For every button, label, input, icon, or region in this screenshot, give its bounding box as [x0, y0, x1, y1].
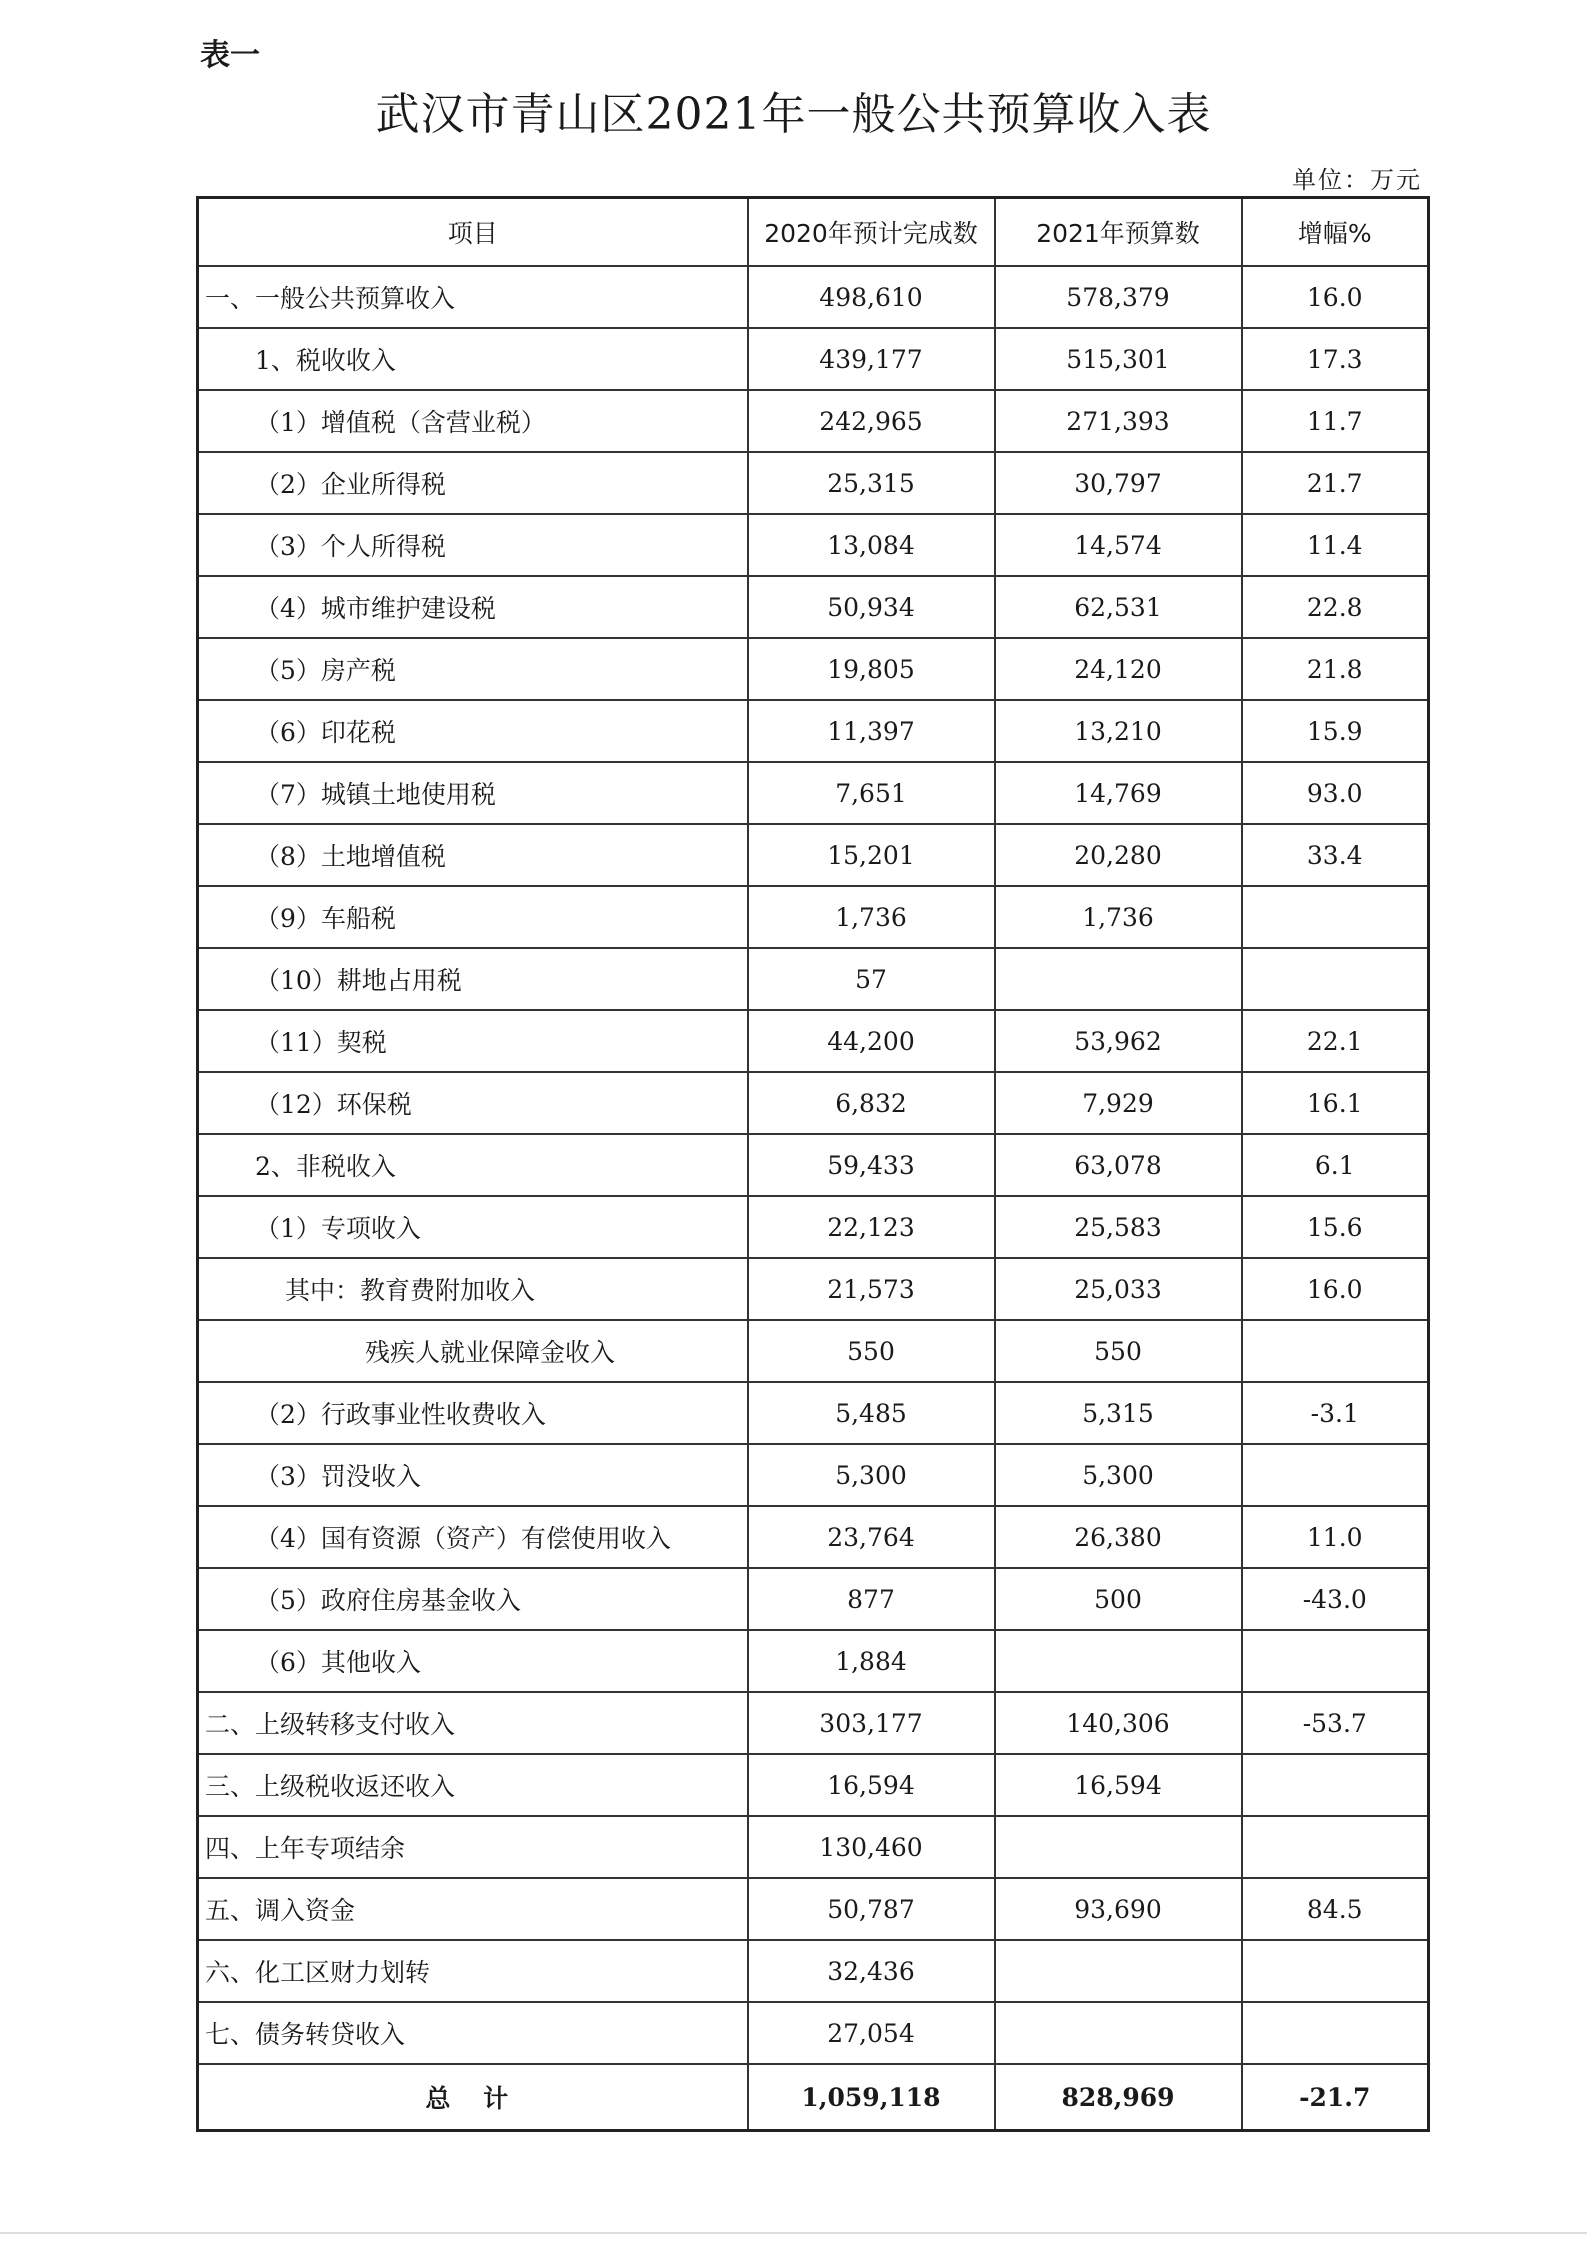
- row-growth-value: [1242, 1754, 1429, 1816]
- row-2020-value: 6,832: [748, 1072, 995, 1134]
- row-2021-value: 53,962: [995, 1010, 1242, 1072]
- row-2020-value: 15,201: [748, 824, 995, 886]
- row-2021-value: 5,315: [995, 1382, 1242, 1444]
- row-item: （5）房产税: [198, 638, 748, 700]
- total-2021-value: 828,969: [995, 2064, 1242, 2131]
- header-growth: 增幅%: [1242, 198, 1429, 267]
- table-row: [198, 266, 1429, 328]
- row-growth-value: 15.6: [1242, 1196, 1429, 1258]
- row-2021-value: 14,574: [995, 514, 1242, 576]
- row-2021-value: 1,736: [995, 886, 1242, 948]
- row-growth-value: 15.9: [1242, 700, 1429, 762]
- table-row: [198, 1258, 1429, 1320]
- row-item: 1、税收收入: [198, 328, 748, 390]
- row-2021-value: 578,379: [995, 266, 1242, 328]
- row-2021-value: 25,583: [995, 1196, 1242, 1258]
- row-item: （1）增值税（含营业税）: [198, 390, 748, 452]
- table-row: [198, 328, 1429, 390]
- budget-table: [196, 196, 1430, 2132]
- row-2020-value: 550: [748, 1320, 995, 1382]
- table-row: [198, 1692, 1429, 1754]
- row-2021-value: [995, 1940, 1242, 2002]
- row-2020-value: 1,884: [748, 1630, 995, 1692]
- total-row: [198, 2064, 1429, 2131]
- table-row: [198, 1134, 1429, 1196]
- row-2021-value: [995, 948, 1242, 1010]
- table-row: [198, 1010, 1429, 1072]
- row-2020-value: 27,054: [748, 2002, 995, 2064]
- table-row: [198, 1754, 1429, 1816]
- row-2020-value: 57: [748, 948, 995, 1010]
- row-growth-value: -53.7: [1242, 1692, 1429, 1754]
- row-item: （3）个人所得税: [198, 514, 748, 576]
- row-2021-value: 30,797: [995, 452, 1242, 514]
- row-item: 2、非税收入: [198, 1134, 748, 1196]
- row-2020-value: 50,787: [748, 1878, 995, 1940]
- table-row: [198, 1816, 1429, 1878]
- row-2021-value: 63,078: [995, 1134, 1242, 1196]
- row-growth-value: [1242, 2002, 1429, 2064]
- row-growth-value: 21.8: [1242, 638, 1429, 700]
- row-2020-value: 5,300: [748, 1444, 995, 1506]
- row-item: （12）环保税: [198, 1072, 748, 1134]
- row-item: （11）契税: [198, 1010, 748, 1072]
- table-row: [198, 1320, 1429, 1382]
- total-2020-value: 1,059,118: [748, 2064, 995, 2131]
- row-item: （4）国有资源（资产）有偿使用收入: [198, 1506, 748, 1568]
- row-2021-value: 14,769: [995, 762, 1242, 824]
- table-row: [198, 1568, 1429, 1630]
- row-growth-value: [1242, 1630, 1429, 1692]
- row-2020-value: 44,200: [748, 1010, 995, 1072]
- table-row: [198, 824, 1429, 886]
- page-title: 武汉市青山区2021年一般公共预算收入表: [375, 89, 1212, 140]
- row-growth-value: -43.0: [1242, 1568, 1429, 1630]
- row-2021-value: 25,033: [995, 1258, 1242, 1320]
- row-2021-value: 515,301: [995, 328, 1242, 390]
- header-2020: 2020年预计完成数: [748, 198, 995, 267]
- row-item: （3）罚没收入: [198, 1444, 748, 1506]
- row-item: （5）政府住房基金收入: [198, 1568, 748, 1630]
- row-growth-value: [1242, 886, 1429, 948]
- table-row: [198, 762, 1429, 824]
- row-2021-value: 16,594: [995, 1754, 1242, 1816]
- row-item: （4）城市维护建设税: [198, 576, 748, 638]
- row-2020-value: 130,460: [748, 1816, 995, 1878]
- row-2021-value: 26,380: [995, 1506, 1242, 1568]
- row-2021-value: 24,120: [995, 638, 1242, 700]
- row-growth-value: 11.4: [1242, 514, 1429, 576]
- total-growth-value: -21.7: [1242, 2064, 1429, 2131]
- row-growth-value: 11.0: [1242, 1506, 1429, 1568]
- row-2021-value: 140,306: [995, 1692, 1242, 1754]
- page-bottom-line: [0, 2232, 1587, 2234]
- row-growth-value: [1242, 1816, 1429, 1878]
- row-growth-value: 21.7: [1242, 452, 1429, 514]
- row-growth-value: 84.5: [1242, 1878, 1429, 1940]
- row-growth-value: 22.8: [1242, 576, 1429, 638]
- row-item: （7）城镇土地使用税: [198, 762, 748, 824]
- row-item: （2）行政事业性收费收入: [198, 1382, 748, 1444]
- row-2021-value: [995, 2002, 1242, 2064]
- table-row: [198, 452, 1429, 514]
- row-2020-value: 16,594: [748, 1754, 995, 1816]
- row-2021-value: [995, 1816, 1242, 1878]
- table-row: [198, 948, 1429, 1010]
- row-growth-value: 22.1: [1242, 1010, 1429, 1072]
- row-2021-value: 20,280: [995, 824, 1242, 886]
- table-row: [198, 1444, 1429, 1506]
- table-row: [198, 1940, 1429, 2002]
- table-row: [198, 1382, 1429, 1444]
- table-row: [198, 1506, 1429, 1568]
- table-row: [198, 638, 1429, 700]
- row-growth-value: 6.1: [1242, 1134, 1429, 1196]
- row-2020-value: 23,764: [748, 1506, 995, 1568]
- row-growth-value: 16.0: [1242, 1258, 1429, 1320]
- row-2020-value: 439,177: [748, 328, 995, 390]
- row-item: （1）专项收入: [198, 1196, 748, 1258]
- row-2021-value: 271,393: [995, 390, 1242, 452]
- row-item: 二、上级转移支付收入: [198, 1692, 748, 1754]
- row-growth-value: 11.7: [1242, 390, 1429, 452]
- row-2021-value: 550: [995, 1320, 1242, 1382]
- row-2020-value: 59,433: [748, 1134, 995, 1196]
- unit-label: 单位：万元: [1292, 166, 1422, 194]
- row-item: （6）其他收入: [198, 1630, 748, 1692]
- row-2020-value: 22,123: [748, 1196, 995, 1258]
- row-2021-value: 500: [995, 1568, 1242, 1630]
- row-item: （8）土地增值税: [198, 824, 748, 886]
- row-2020-value: 50,934: [748, 576, 995, 638]
- row-item: 五、调入资金: [198, 1878, 748, 1940]
- row-growth-value: 16.1: [1242, 1072, 1429, 1134]
- row-2020-value: 11,397: [748, 700, 995, 762]
- table-row: [198, 2002, 1429, 2064]
- row-2020-value: 7,651: [748, 762, 995, 824]
- row-item: （2）企业所得税: [198, 452, 748, 514]
- row-2020-value: 21,573: [748, 1258, 995, 1320]
- row-2021-value: 5,300: [995, 1444, 1242, 1506]
- row-2020-value: 32,436: [748, 1940, 995, 2002]
- row-2020-value: 19,805: [748, 638, 995, 700]
- row-growth-value: 17.3: [1242, 328, 1429, 390]
- row-item: 一、一般公共预算收入: [198, 266, 748, 328]
- table-row: [198, 1072, 1429, 1134]
- row-2021-value: 7,929: [995, 1072, 1242, 1134]
- row-item: 其中：教育费附加收入: [198, 1258, 748, 1320]
- row-item: 六、化工区财力划转: [198, 1940, 748, 2002]
- row-item: 四、上年专项结余: [198, 1816, 748, 1878]
- table-row: [198, 576, 1429, 638]
- row-item: 三、上级税收返还收入: [198, 1754, 748, 1816]
- header-row: [198, 198, 1429, 267]
- row-2020-value: 498,610: [748, 266, 995, 328]
- row-2020-value: 1,736: [748, 886, 995, 948]
- row-item: 残疾人就业保障金收入: [198, 1320, 748, 1382]
- row-2021-value: [995, 1630, 1242, 1692]
- row-2021-value: 62,531: [995, 576, 1242, 638]
- row-2020-value: 242,965: [748, 390, 995, 452]
- total-label: 总 计: [198, 2064, 748, 2131]
- row-item: （6）印花税: [198, 700, 748, 762]
- header-item: 项目: [198, 198, 748, 267]
- table-row: [198, 1196, 1429, 1258]
- row-2021-value: 13,210: [995, 700, 1242, 762]
- table-body: [198, 266, 1429, 2131]
- row-item: （9）车船税: [198, 886, 748, 948]
- row-growth-value: 93.0: [1242, 762, 1429, 824]
- row-2020-value: 303,177: [748, 1692, 995, 1754]
- row-2020-value: 877: [748, 1568, 995, 1630]
- table-row: [198, 514, 1429, 576]
- row-growth-value: [1242, 1444, 1429, 1506]
- row-growth-value: 16.0: [1242, 266, 1429, 328]
- document-label: 表一: [200, 38, 260, 73]
- row-growth-value: -3.1: [1242, 1382, 1429, 1444]
- row-growth-value: [1242, 1320, 1429, 1382]
- table-row: [198, 886, 1429, 948]
- table-row: [198, 390, 1429, 452]
- row-item: （10）耕地占用税: [198, 948, 748, 1010]
- row-growth-value: [1242, 948, 1429, 1010]
- row-2021-value: 93,690: [995, 1878, 1242, 1940]
- row-growth-value: [1242, 1940, 1429, 2002]
- header-2021: 2021年预算数: [995, 198, 1242, 267]
- row-item: 七、债务转贷收入: [198, 2002, 748, 2064]
- row-2020-value: 25,315: [748, 452, 995, 514]
- table-row: [198, 1630, 1429, 1692]
- row-growth-value: 33.4: [1242, 824, 1429, 886]
- row-2020-value: 13,084: [748, 514, 995, 576]
- table-row: [198, 700, 1429, 762]
- table-row: [198, 1878, 1429, 1940]
- row-2020-value: 5,485: [748, 1382, 995, 1444]
